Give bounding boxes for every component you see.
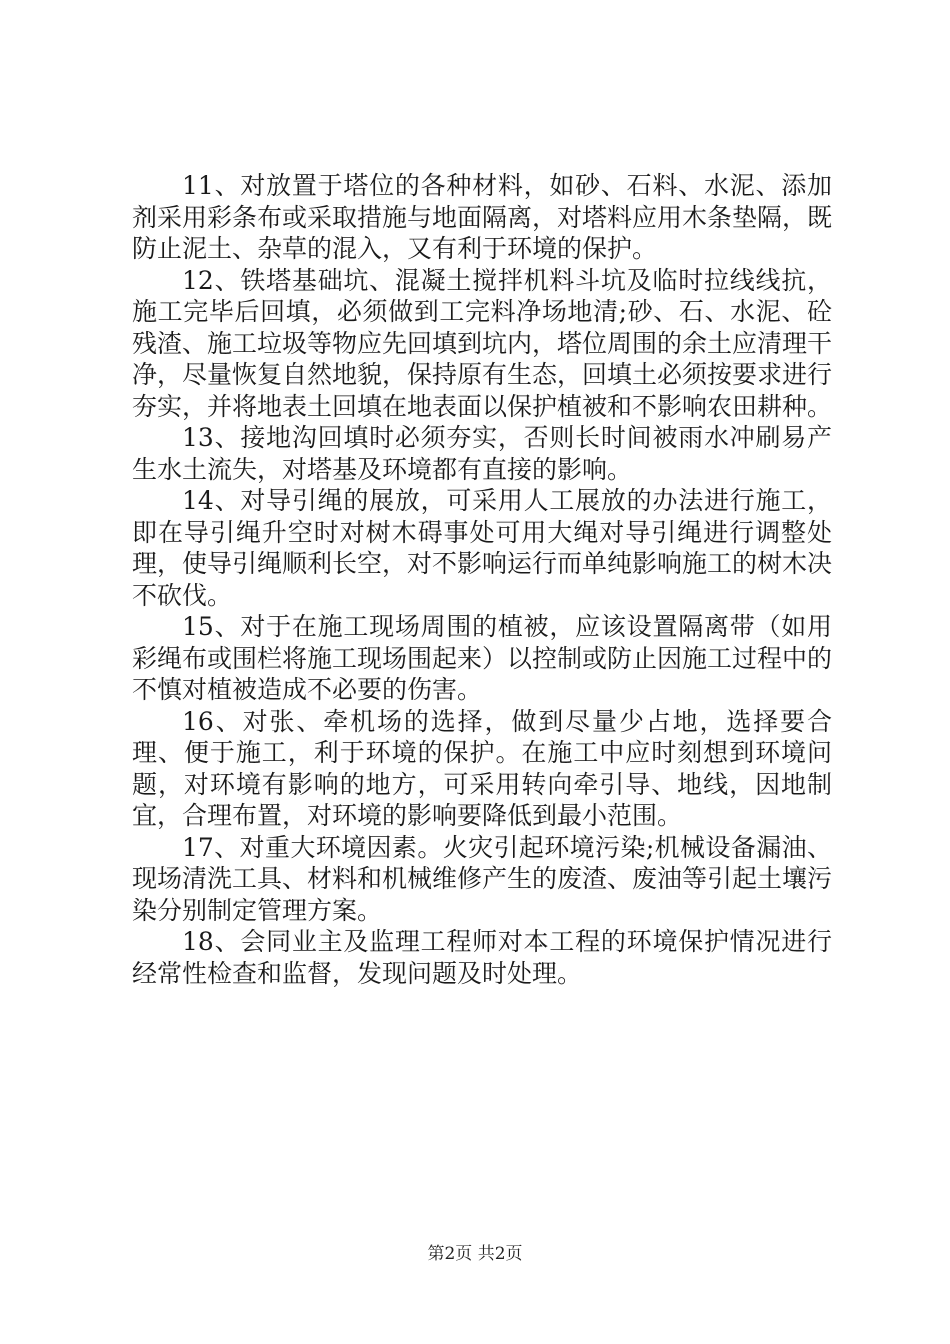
- document-body: [132, 170, 832, 989]
- paragraph-16: 16、对张、牵机场的选择，做到尽量少占地，选择要合理、便于施工，利于环境的保护。在施工中应时刻想到环境问题，对环境有影响的地方，可采用转向牵引导、地线，因地制宜，合理布置，对环境的影响要降低到最小范围。: [132, 706, 832, 830]
- paragraph-17: 17、对重大环境因素。火灾引起环境污染;机械设备漏油、现场清洗工具、材料和机械维修产生的废渣、废油等引起土壤污染分别制定管理方案。: [132, 832, 833, 925]
- paragraph-14: 14、对导引绳的展放，可采用人工展放的办法进行施工，即在导引绳升空时对树木碍事处可用大绳对导引绳进行调整处理，使导引绳顺利长空，对不影响运行而单纯影响施工的树木决不砍伐。: [132, 486, 833, 610]
- paragraph-11: 11、对放置于塔位的各种材料，如砂、石料、水泥、添加剂采用彩条布或采取措施与地面隔离，对塔料应用木条垫隔，既防止泥土、杂草的混入，又有利于环境的保护。: [132, 171, 833, 263]
- paragraph-15: 15、对于在施工现场周围的植被，应该设置隔离带（如用彩绳布或围栏将施工现场围起来）以控制或防止因施工过程中的不慎对植被造成不必要的伤害。: [132, 612, 833, 704]
- paragraph-12: 12、铁塔基础坑、混凝土搅拌机料斗坑及临时拉线线抗，施工完毕后回填，必须做到工完料净场地清;砂、石、水泥、砼残渣、施工垃圾等物应先回填到坑内，塔位周围的余土应清理干净，尽量恢复自然地貌，保持原有生态，回填土必须按要求进行夯实，并将地表土回填在地表面以保护植被和不影响农田耕种。: [132, 265, 833, 421]
- paragraph-18: 18、会同业主及监理工程师对本工程的环境保护情况进行经常性检查和监督，发现问题及时处理。: [132, 927, 832, 988]
- page-number-footer: 第2页 共2页: [427, 1244, 523, 1264]
- paragraph-13: 13、接地沟回填时必须夯实，否则长时间被雨水冲刷易产生水土流失，对塔基及环境都有直接的影响。: [132, 423, 832, 484]
